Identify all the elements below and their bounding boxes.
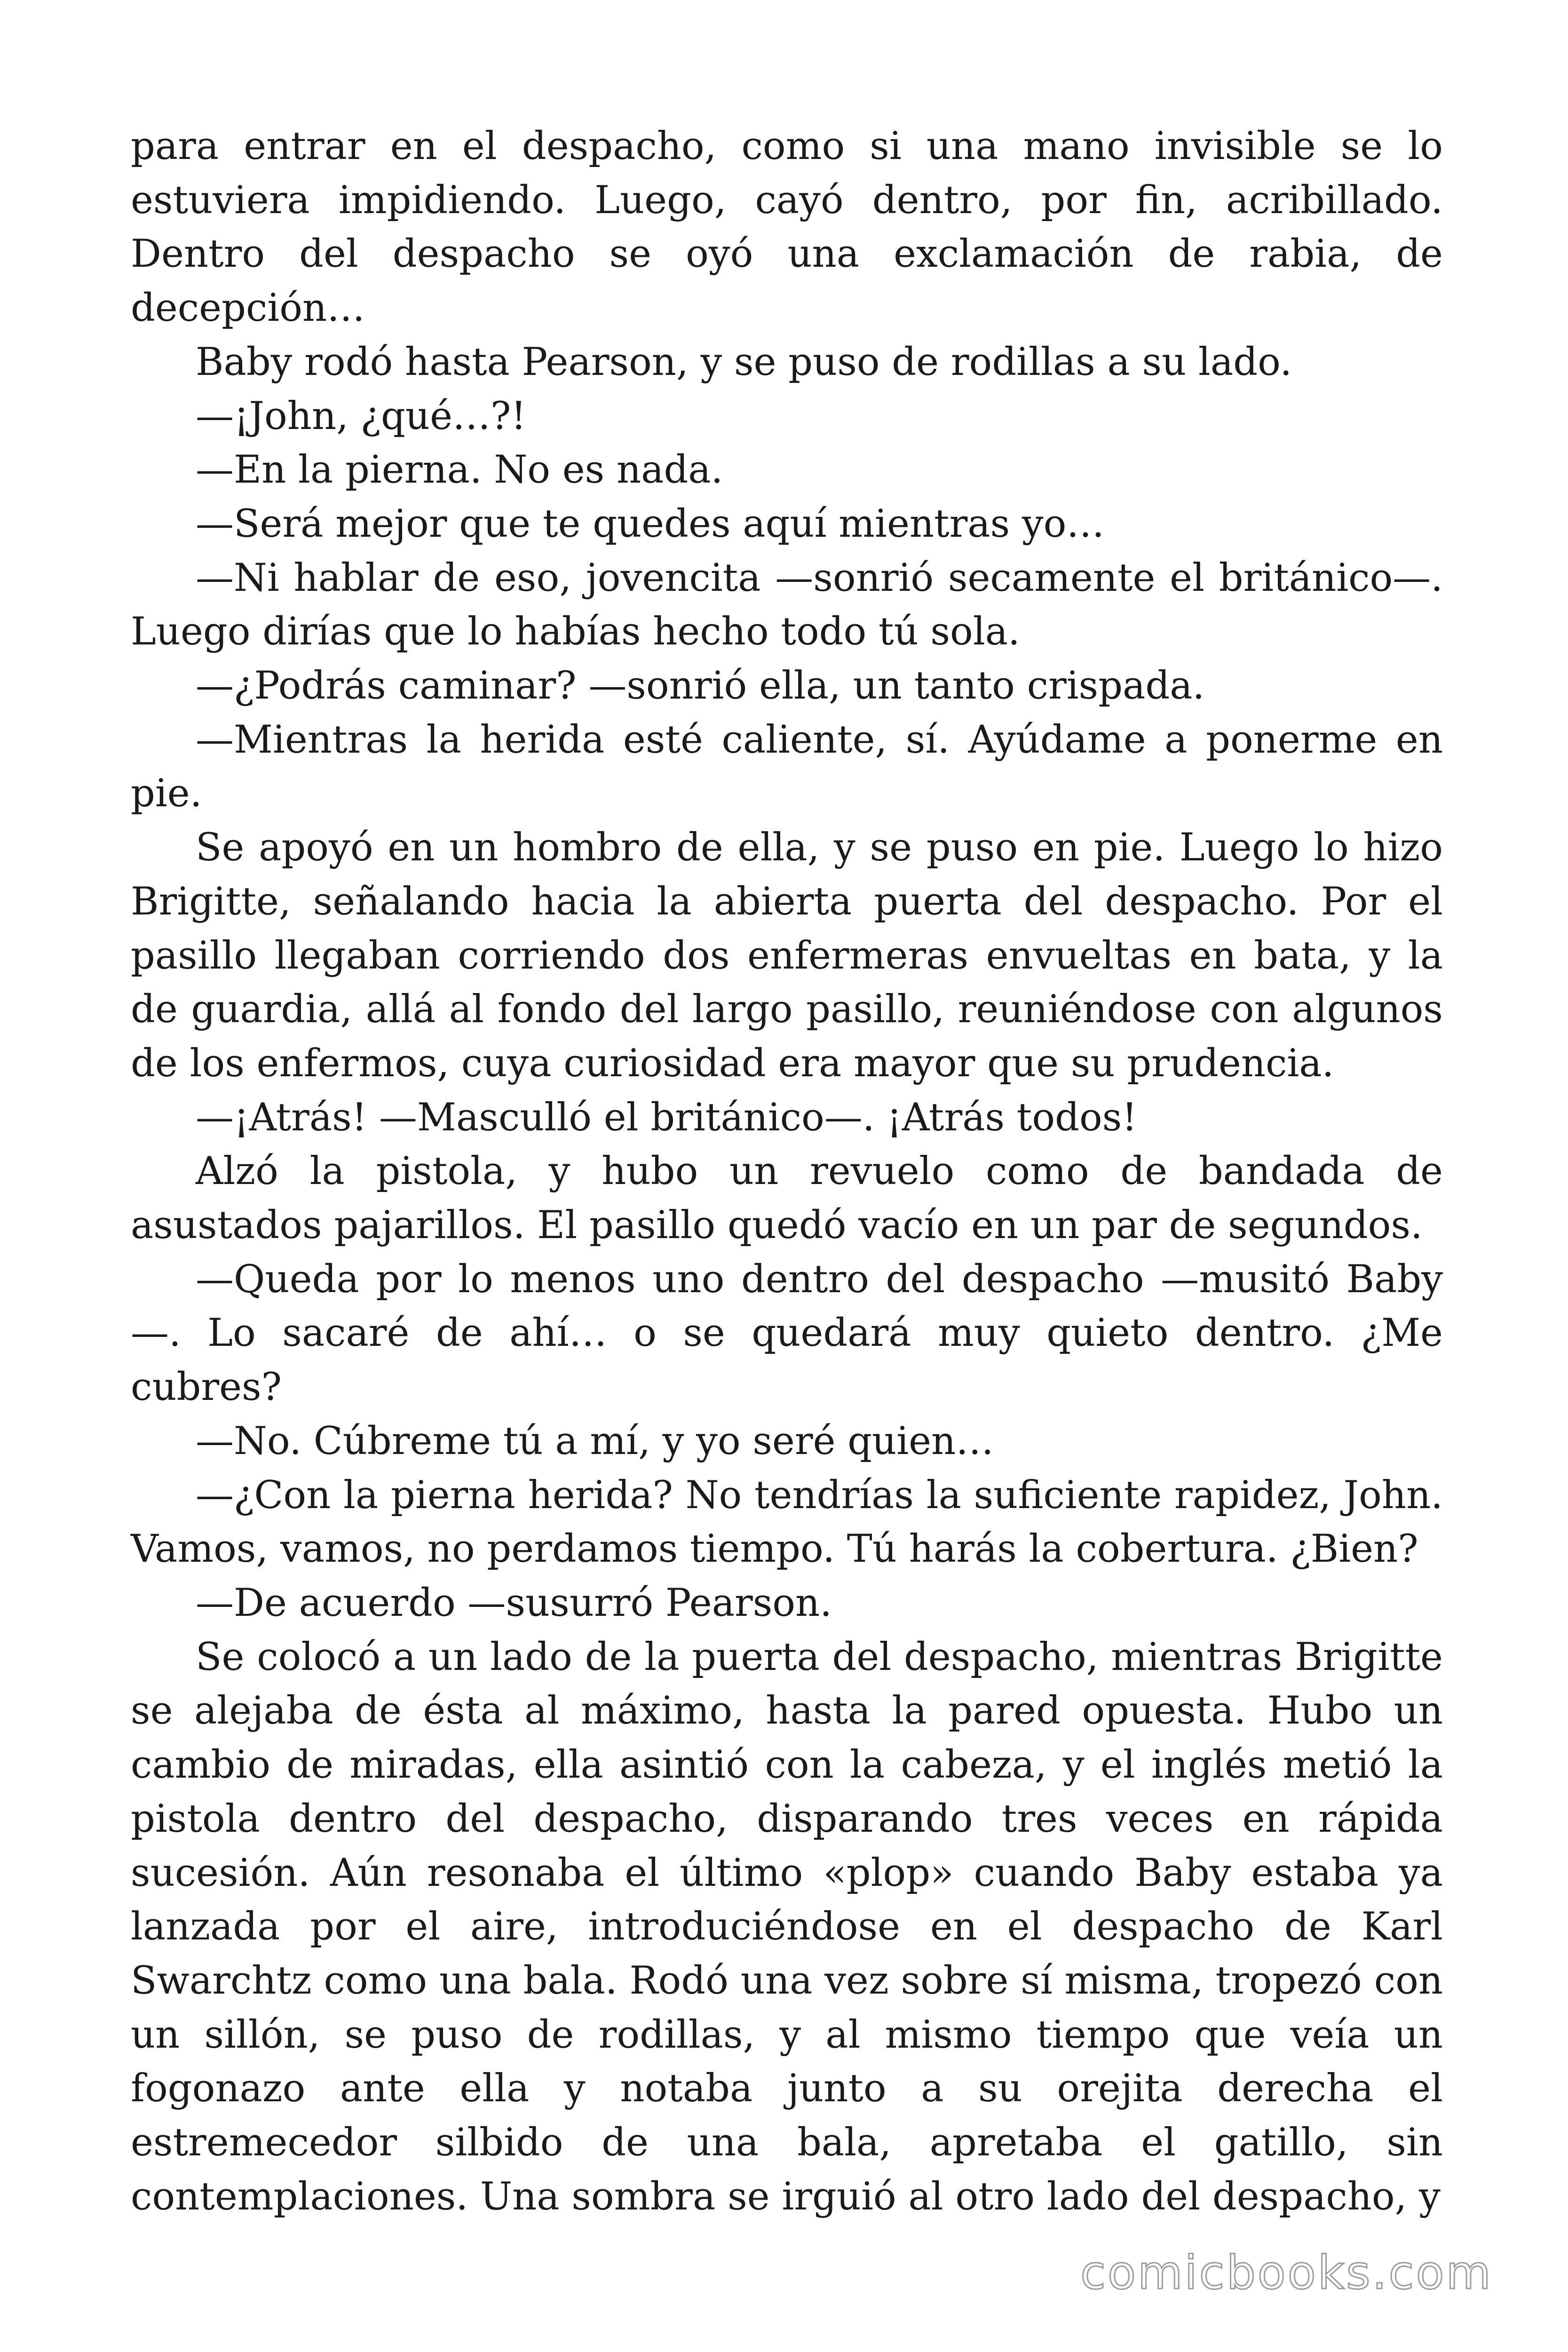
paragraph: —¡John, ¿qué…?!	[196, 394, 526, 438]
paragraph: —¿Podrás caminar? —sonrió ella, un tanto crispada.	[196, 664, 1205, 708]
paragraph: —En la pierna. No es nada.	[196, 448, 723, 493]
paragraph: —¿Con la pierna herida? No tendrías la suficiente rapidez, John. Vamos, vamos, no perdamos tiempo. Tú harás la cobertura. ¿Bien?	[131, 1473, 1443, 1572]
paragraph: Se colocó a un lado de la puerta del despacho, mientras Brigitte se alejaba de ésta al máximo, hasta la pared opuesta. Hubo un cambio de miradas, ella asintió con la cabeza, y el inglés metió la pistola dentro del despacho, disparando tres veces en rápida sucesión. Aún resonaba el último «plop» cuando Baby estaba ya lanzada por el aire, introduciéndose en el despacho de Karl Swarchtz como una bala. Rodó una vez sobre sí misma, tropezó con un sillón, se puso de rodillas, y al mismo tiempo que veía un fogonazo ante ella y notaba junto a su orejita derecha el estremecedor silbido de una bala, apretaba el gatillo, sin contemplaciones. Una sombra se irguió al otro lado del despacho, y	[131, 1635, 1443, 2219]
paragraph: —Mientras la herida esté caliente, sí. Ayúdame a ponerme en pie.	[131, 717, 1443, 816]
paragraph: —Ni hablar de eso, jovencita —sonrió secamente el británico—. Luego dirías que lo habías hecho todo tú sola.	[131, 556, 1443, 654]
paragraph: —No. Cúbreme tú a mí, y yo seré quien…	[196, 1419, 994, 1463]
body-text	[131, 119, 1443, 2224]
paragraph: —Queda por lo menos uno dentro del despacho —musitó Baby —. Lo sacaré de ahí… o se quedará muy quieto dentro. ¿Me cubres?	[131, 1257, 1443, 1410]
paragraph: para entrar en el despacho, como si una mano invisible se lo estuviera impidiendo. Luego, cayó dentro, por fin, acribillado. Dentro del despacho se oyó una exclamación de rabia, de decepción…	[131, 124, 1443, 331]
paragraph: Alzó la pistola, y hubo un revuelo como de bandada de asustados pajarillos. El pasillo quedó vacío en un par de segundos.	[131, 1149, 1443, 1248]
watermark: comicbooks.com	[1080, 2246, 1493, 2300]
paragraph: Baby rodó hasta Pearson, y se puso de rodillas a su lado.	[196, 340, 1292, 384]
paragraph: Se apoyó en un hombro de ella, y se puso en pie. Luego lo hizo Brigitte, señalando hacia la abierta puerta del despacho. Por el pasillo llegaban corriendo dos enfermeras envueltas en bata, y la de guardia, allá al fondo del largo pasillo, reuniéndose con algunos de los enfermos, cuya curiosidad era mayor que su prudencia.	[131, 826, 1443, 1086]
paragraph: —¡Atrás! —Masculló el británico—. ¡Atrás todos!	[196, 1095, 1137, 1140]
paragraph: —De acuerdo —susurró Pearson.	[196, 1581, 832, 1625]
paragraph: —Será mejor que te quedes aquí mientras yo…	[196, 501, 1105, 546]
